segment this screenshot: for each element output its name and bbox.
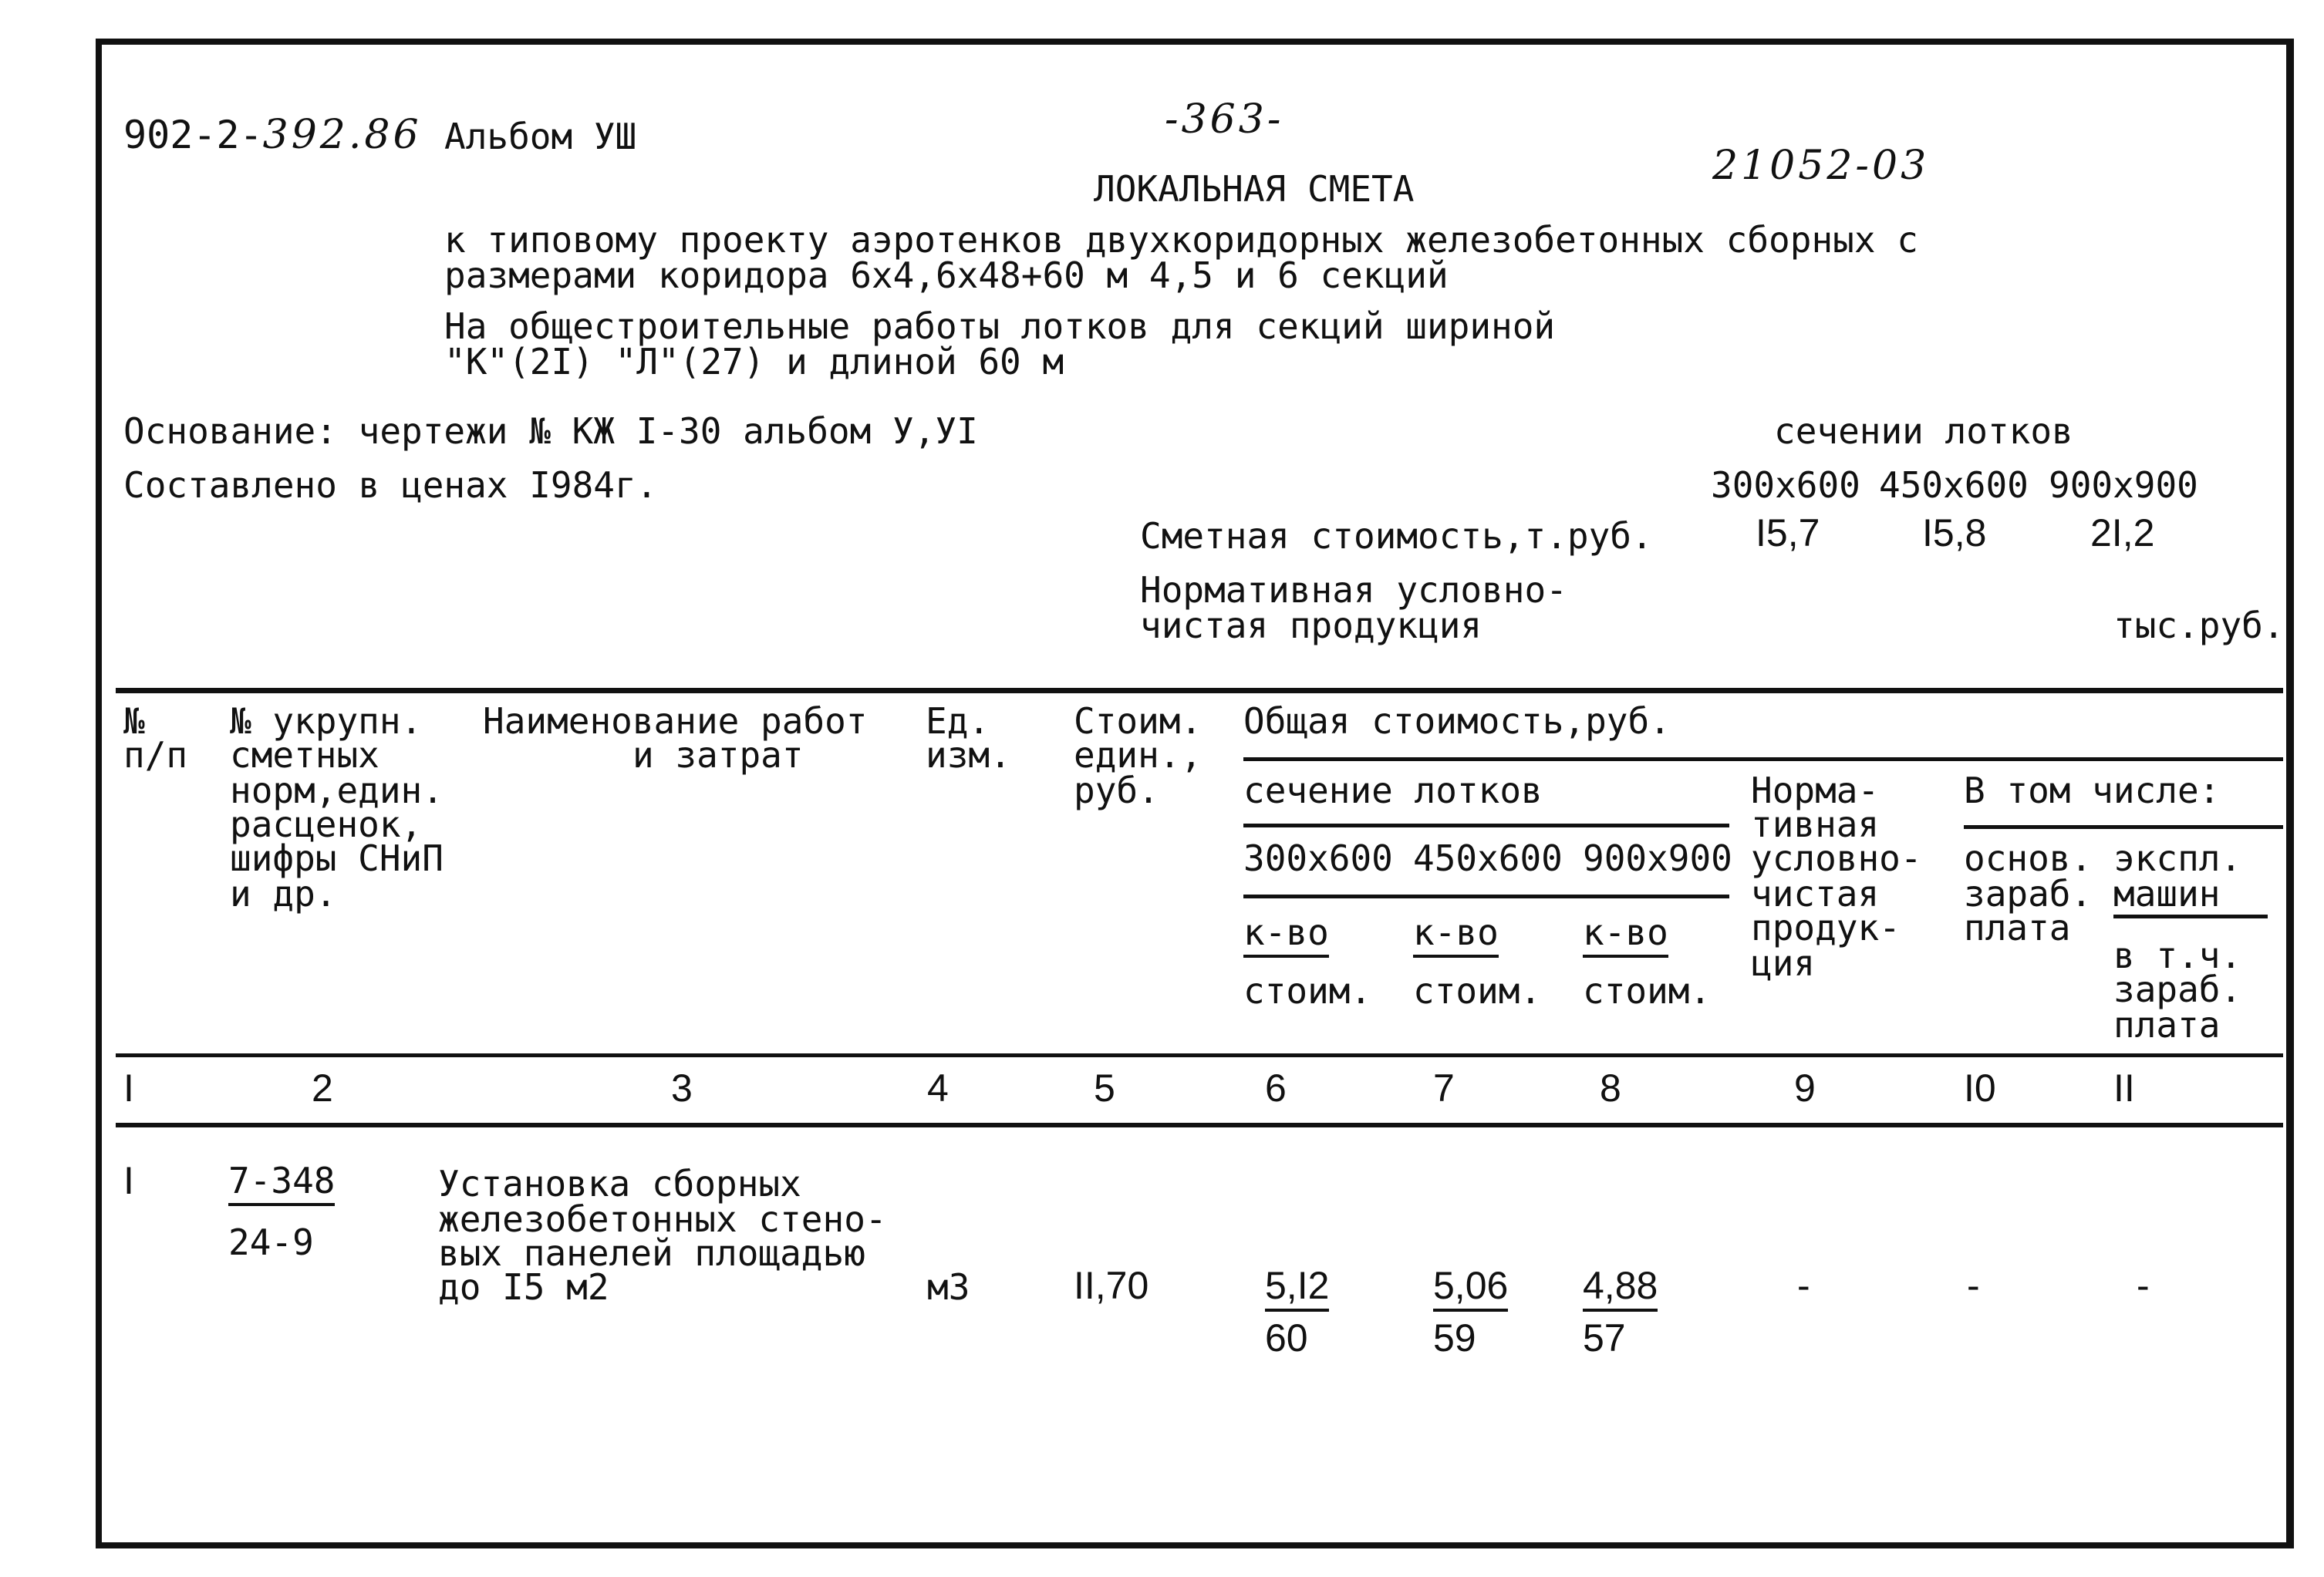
col2-line-3: норм,един. [230,770,444,811]
row-qty-3 [1583,1264,1658,1307]
rule-machines [2113,915,2268,918]
works-line-2: "К"(2I) "Л"(27) и длиной 60 м [444,341,1064,382]
document-code-handwritten: 392.86 [262,112,422,158]
col4-line-2: изм. [926,734,1011,776]
col2-line-4: расценок, [230,804,423,845]
row-code-bottom: 24-9 [228,1222,314,1263]
section-300x600: 300х600 [1711,464,1860,506]
column-number-10: I0 [1964,1066,1996,1110]
row-name-line-2: железобетонных стено- [438,1198,887,1240]
row-qty-2 [1433,1264,1509,1307]
col2-line-6: и др. [230,873,337,915]
project-line-1: к типовому проекту аэротенков двухкоридорных железобетонных сборных с [444,219,1918,261]
project-line-2: размерами коридора 6х4,6х48+60 м 4,5 и 6 секций [444,254,1449,296]
rule-sizes [1243,895,1729,898]
qty-label-1-text: к-во [1243,911,1329,958]
row-machines: - [2137,1264,2150,1307]
row-cost-3: 57 [1583,1316,1626,1360]
column-number-6: 6 [1265,1066,1287,1110]
rule-including [1964,825,2283,829]
row-unit: м3 [927,1266,970,1308]
unit-label: тыс.руб. [2113,605,2285,646]
rule-column-numbers [116,1123,2283,1127]
document-code [123,112,422,158]
row-code-top [228,1160,336,1201]
col11-sub-line-2: зараб. [2113,969,2242,1010]
header-size-450x600: 450х600 [1413,837,1563,879]
prices-text: Составлено в ценах I984г. [123,464,658,506]
column-number-1: I [123,1066,134,1110]
column-number-3: 3 [671,1066,693,1110]
col1-line-1: № [123,700,145,742]
col11-line-2: машин [2113,873,2221,915]
column-number-8: 8 [1600,1066,1621,1110]
column-number-2: 2 [312,1066,333,1110]
row-code-top-text: 7-348 [228,1160,335,1206]
column-number-11: II [2113,1066,2135,1110]
row-qty-1-text: 5,I2 [1265,1264,1329,1312]
col9-line-3: условно- [1751,837,1922,879]
works-line-1: На общестроительные работы лотков для секций шириной [444,305,1556,347]
col2-line-1: № укрупн. [230,700,423,742]
table-top-rule [116,688,2283,693]
col9-line-6: ция [1751,942,1816,984]
column-number-5: 5 [1094,1066,1115,1110]
cost-label-1: стоим. [1243,970,1372,1012]
col11-sub-line-1: в т.ч. [2113,935,2242,976]
section-450x600: 450х600 [1879,464,2029,506]
col9-line-2: тивная [1751,804,1880,845]
row-name-line-1: Установка сборных [438,1163,801,1205]
row-cost-1: 60 [1265,1316,1308,1360]
registration-number: 21052-03 [1712,143,1930,189]
row-qty-2-text: 5,06 [1433,1264,1508,1312]
document-title: ЛОКАЛЬНАЯ СМЕТА [1094,168,1415,210]
row-qty-3-text: 4,88 [1583,1264,1658,1312]
col1-line-2: п/п [123,734,188,776]
row-unit-cost: II,70 [1074,1264,1149,1307]
normative-line-1: Нормативная условно- [1140,569,1567,611]
rule-total-cost [1243,757,2283,761]
total-cost-header: Общая стоимость,руб. [1243,700,1671,742]
col3-line-1: Наименование работ [483,700,868,742]
document-code-printed: 902-2- [123,113,263,157]
column-number-7: 7 [1433,1066,1455,1110]
header-size-300x600: 300х600 [1243,837,1393,879]
qty-label-2-text: к-во [1413,911,1499,958]
row-cost-2: 59 [1433,1316,1476,1360]
cost-label-2: стоим. [1413,970,1542,1012]
row-base-pay: - [1967,1264,1980,1307]
col10-line-3: плата [1964,907,2071,949]
row-number: I [123,1159,134,1202]
cost-label: Сметная стоимость,т.руб. [1140,515,1653,557]
col5-line-1: Стоим. [1074,700,1202,742]
row-qty-1 [1265,1264,1330,1307]
cost-value-2: I5,8 [1922,511,1987,554]
col10-line-1: основ. [1964,837,2093,879]
page-number: -363- [1165,96,1284,143]
including-header: В том числе: [1964,770,2221,811]
cost-label-3: стоим. [1583,970,1712,1012]
col9-line-5: продук- [1751,907,1901,949]
album-label: Альбом УШ [444,116,637,157]
column-number-4: 4 [927,1066,949,1110]
row-name-line-3: вых панелей площадью [438,1232,865,1274]
col5-line-3: руб. [1074,770,1159,811]
header-size-900x900: 900х900 [1583,837,1732,879]
col11-sub-line-3: плата [2113,1004,2221,1046]
rule-section [1243,824,1729,827]
sections-label: сечении лотков [1774,410,2073,452]
section-900x900: 900х900 [2049,464,2198,506]
qty-label-3 [1583,911,1668,953]
col9-line-1: Норма- [1751,770,1880,811]
cost-value-1: I5,7 [1756,511,1820,554]
col10-line-2: зараб. [1964,873,2093,915]
rule-header-bottom [116,1053,2283,1057]
basis-text: Основание: чертежи № КЖ I-30 альбом У,УI [123,410,978,452]
col3-line-2: и затрат [632,734,804,776]
qty-label-3-text: к-во [1583,911,1668,958]
cost-value-3: 2I,2 [2090,511,2155,554]
qty-label-1 [1243,911,1329,953]
row-name-line-4: до I5 м2 [438,1266,609,1308]
col11-line-1: экспл. [2113,837,2242,879]
section-header: сечение лотков [1243,770,1543,811]
normative-line-2: чистая продукция [1140,605,1482,646]
col4-line-1: Ед. [926,700,990,742]
col2-line-5: шифры СНиП [230,837,444,879]
col5-line-2: един., [1074,734,1202,776]
col2-line-2: сметных [230,734,379,776]
row-normative: - [1797,1264,1810,1307]
qty-label-2 [1413,911,1499,953]
column-number-9: 9 [1794,1066,1816,1110]
col9-line-4: чистая [1751,873,1880,915]
